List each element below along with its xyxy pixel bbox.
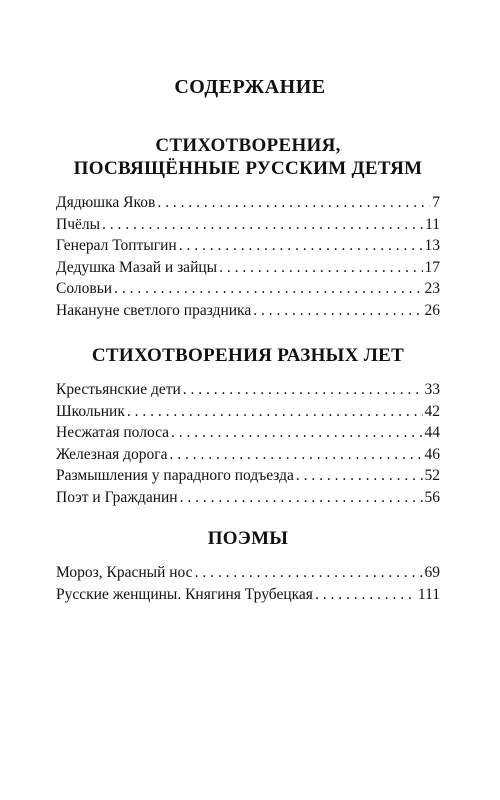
toc-entry-page: 17 <box>424 258 440 276</box>
toc-entry-page: 56 <box>424 488 440 506</box>
toc-entry-title: Дядюшка Яков <box>56 194 156 211</box>
toc-entry-title: Дедушка Мазай и зайцы <box>56 258 218 276</box>
toc-entry-page: 46 <box>424 445 440 463</box>
toc-entry[interactable] <box>56 584 440 606</box>
toc-entry-page: 33 <box>424 381 440 398</box>
toc-entry-title: Накануне светлого праздника <box>56 301 252 319</box>
toc-entry-title: Соловьи <box>56 280 113 297</box>
toc-list <box>56 192 440 321</box>
toc-entry-page: 11 <box>425 215 440 233</box>
section-title-line: ПОСВЯЩЁННЫЕ РУССКИМ ДЕТЯМ <box>73 158 423 179</box>
dot-leader <box>253 300 422 322</box>
toc-entry-title: Мороз, Красный нос <box>56 564 193 581</box>
dot-leader <box>195 562 423 584</box>
section-poems-various-years <box>56 344 440 508</box>
toc-list <box>56 379 440 508</box>
toc-entry[interactable] <box>56 444 440 466</box>
dot-leader <box>179 235 423 257</box>
section-long-poems <box>56 527 440 605</box>
section-title-line: СТИХОТВОРЕНИЯ РАЗНЫХ ЛЕТ <box>91 345 405 366</box>
dot-leader <box>169 444 422 466</box>
toc-entry-title: Русские женщины. Княгиня Трубецкая <box>56 585 313 603</box>
dot-leader <box>157 192 430 214</box>
dot-leader <box>219 257 422 279</box>
section-title <box>56 527 440 550</box>
toc-entry[interactable] <box>56 300 440 322</box>
toc-entry[interactable] <box>56 235 440 257</box>
toc-entry-title: Размышления у парадного подъезда <box>56 467 294 484</box>
toc-entry[interactable] <box>56 214 440 236</box>
dot-leader <box>127 401 423 423</box>
toc-entry-title: Школьник <box>56 402 125 420</box>
toc-entry[interactable] <box>56 257 440 279</box>
toc-entry-page: 44 <box>424 424 440 441</box>
toc-entry[interactable] <box>56 379 440 401</box>
toc-entry-page: 13 <box>424 237 440 254</box>
toc-entry-title: Поэт и Гражданин <box>56 488 178 506</box>
section-title <box>56 134 440 180</box>
toc-list <box>56 562 440 605</box>
toc-entry-page: 111 <box>417 585 440 603</box>
toc-entry[interactable] <box>56 192 440 214</box>
toc-entry-title: Генерал Топтыгин <box>56 237 177 254</box>
toc-entry-page: 52 <box>424 467 440 484</box>
toc-entry[interactable] <box>56 401 440 423</box>
toc-entry-page: 26 <box>424 301 440 319</box>
section-title <box>56 344 440 367</box>
section-poems-for-children <box>56 134 440 321</box>
page-title: СОДЕРЖАНИЕ <box>174 76 326 98</box>
toc-entry-title: Несжатая полоса <box>56 424 170 441</box>
dot-leader <box>296 465 423 487</box>
dot-leader <box>183 379 423 401</box>
toc-entry-page: 7 <box>432 194 440 211</box>
toc-entry[interactable] <box>56 562 440 584</box>
dot-leader <box>171 422 422 444</box>
toc-entry-page: 69 <box>424 564 440 581</box>
dot-leader <box>315 584 416 606</box>
toc-entry-page: 42 <box>424 402 440 420</box>
section-title-line: СТИХОТВОРЕНИЯ, <box>155 135 341 156</box>
toc-entry[interactable] <box>56 487 440 509</box>
toc-entry-title: Крестьянские дети <box>56 381 181 398</box>
toc-entry-page: 23 <box>424 280 440 297</box>
toc-entry[interactable] <box>56 465 440 487</box>
dot-leader <box>114 278 422 300</box>
section-title-line: ПОЭМЫ <box>207 528 289 549</box>
dot-leader <box>102 214 423 236</box>
toc-entry[interactable] <box>56 422 440 444</box>
toc-entry[interactable] <box>56 278 440 300</box>
toc-entry-title: Железная дорога <box>56 445 168 463</box>
toc-entry-title: Пчёлы <box>56 215 101 233</box>
dot-leader <box>180 487 423 509</box>
